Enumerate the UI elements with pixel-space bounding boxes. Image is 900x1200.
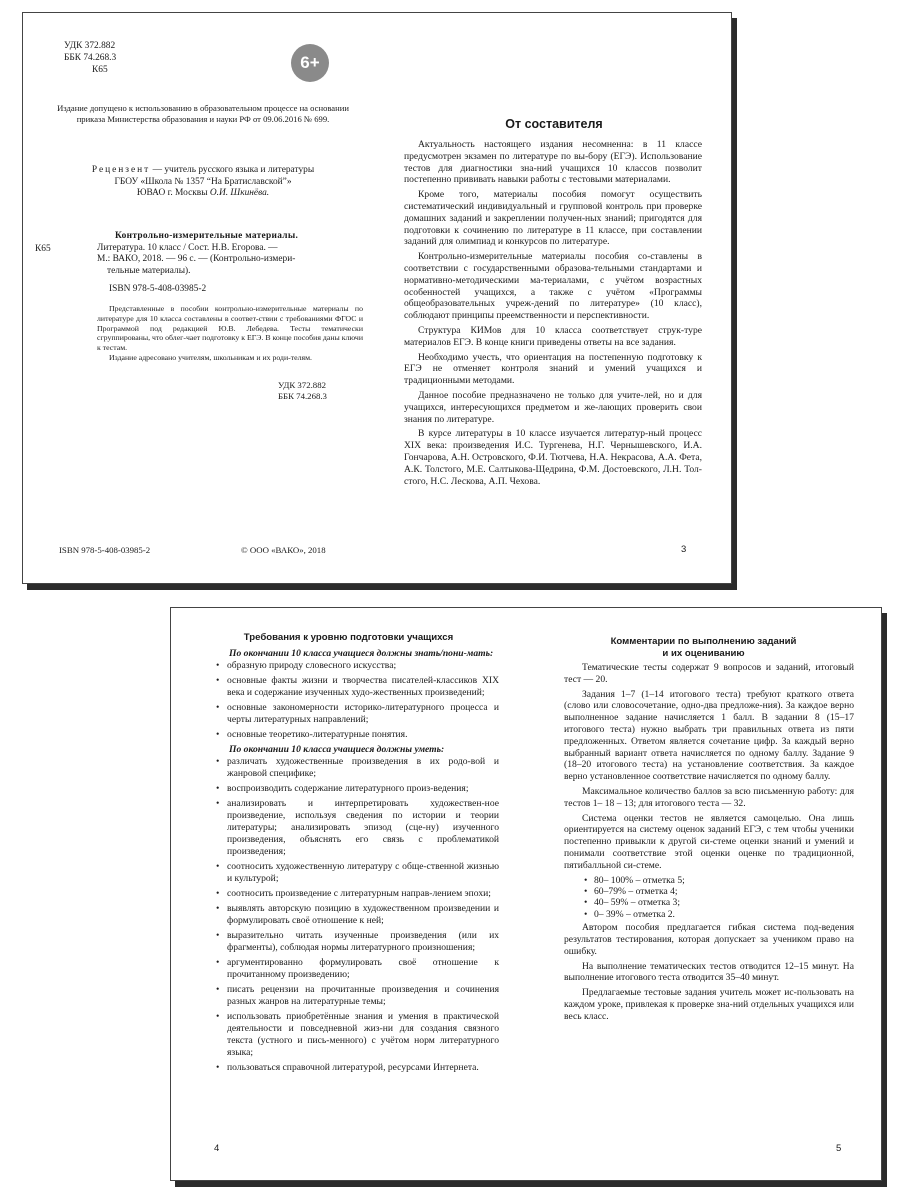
list-item: • образную природу словесного искусства; (211, 660, 499, 672)
grade-scale-list (564, 875, 854, 921)
footer-isbn: ISBN 978-5-408-03985-2 (59, 545, 151, 555)
age-rating-badge: 6+ (291, 44, 329, 82)
paragraph: Данное пособие предназначено не только для учите-лей, но и для учащихся, интересующихся предметом и же-лающих проверить свои знания по литературе. (404, 389, 702, 425)
imprint-page (23, 13, 377, 583)
list-item: • соотносить произведение с литературным направ-лением эпохи; (211, 888, 499, 900)
catalog-record (35, 231, 363, 277)
know-list (211, 660, 499, 741)
list-item: • анализировать и интерпретировать художествен-ное произведение, используя сведения по истории и теории литературы; анализировать эпизод (сце-ну) изученного произведения, объяснять его связь с проблематикой произведения; (211, 798, 499, 858)
top-page-spread (22, 12, 732, 584)
paragraph: Максимальное количество баллов за всю письменную работу: для тестов 1– 18 – 13; для итогового теста — 32. (564, 785, 854, 809)
classification-block (64, 40, 116, 76)
grade-item: • 60–79% – отметка 4; (564, 886, 854, 897)
bbk-code: ББК 74.268.3 (278, 391, 327, 401)
grade-item: • 0– 39% – отметка 2. (564, 909, 854, 920)
list-item: • аргументированно формулировать своё отношение к прочитанному произведению; (211, 957, 499, 981)
requirements-text (211, 648, 499, 1077)
able-list (211, 756, 499, 1074)
classification-repeat (278, 380, 327, 402)
grade-item: • 80– 100% – отметка 5; (564, 875, 854, 886)
page-number: 3 (681, 544, 687, 555)
annotation-audience: Издание адресовано учителям, школьникам и их роди-телям. (109, 352, 312, 362)
author-mark: К65 (92, 65, 108, 75)
approval-notice: Издание допущено к использованию в образовательном процессе на основании приказа Министерства образования и науки РФ от 09.06.2016 № 699. (57, 103, 349, 124)
list-item: • различать художественные произведения в их родо-вой и жанровой специфике; (211, 756, 499, 780)
preface-page (377, 13, 731, 583)
catalog-line: М.: ВАКО, 2018. — 96 с. — (Контрольно-измери- (97, 254, 296, 265)
paragraph: Автором пособия предлагается гибкая система под-ведения результатов тестирования, которая допускает за учеником право на ошибку. (564, 922, 854, 957)
heading-line: Комментарии по выполнению заданий (610, 636, 797, 647)
list-item: • использовать приобретённые знания и умения в практической деятельности и повседневной жиз-ни для создания связного текста (устного и пись-менного) с учётом норм литературного языка; (211, 1011, 499, 1059)
list-item: • основные факты жизни и творчества писателей-классиков XIX века и содержание изученных худо-жественных произведений; (211, 675, 499, 699)
requirements-heading: Требования к уровню подготовки учащихся (243, 632, 454, 643)
list-item: • соотносить художественную литературу с обще-ственной жизнью и культурой; (211, 861, 499, 885)
grade-item: • 40– 59% – отметка 3; (564, 897, 854, 908)
heading-line: и их оцениванию (662, 648, 745, 659)
paragraph: Кроме того, материалы пособия помогут осуществить систематический индивидуальный и групповой контроль при проверке домашних заданий и закреплении получен-ных знаний; пригодятся для подготовки к сочинению по литературе в 11 классе, при составлении заданий для олимпиад и конкурсов по литературе. (404, 189, 702, 248)
reviewer-label: Рецензент (91, 165, 151, 175)
comments-heading (526, 636, 881, 660)
preface-text (404, 139, 702, 490)
paragraph: Контрольно-измерительные материалы пособия со-ставлены в соответствии с государственными образова-тельными стандартами и нормативно-методическими ма-териалами, с учётом возрастных особенностей учащихся, а также с учётом «Программы общеобразовательных учреж-дений по литературе» (10 класс), соблюдают принципы преемственности и перспективности. (404, 251, 702, 322)
udk-code: УДК 372.882 (64, 41, 116, 51)
list-item: • основные закономерности историко-литературного процесса и черты литературных направлений; (211, 702, 499, 726)
list-item: • выразительно читать изученные произведения (или их фрагменты), соблюдая нормы литературного произношения; (211, 930, 499, 954)
comments-page (526, 608, 881, 1180)
paragraph: В курсе литературы в 10 классе изучается литератур-ный процесс XIX века: произведения И.С. Тургенева, Н.Г. Чернышевского, И.А. Гончарова, А.Н. Островского, Ф.И. Тютчева, Н.А. Некрасова, А.А. Фета, А.К. Толстого, М.Е. Салтыкова-Щедрина, Ф.М. Достоевского, Л.Н. Тол-стого, Н.С. Лескова, А.П. Чехова. (404, 428, 702, 487)
reviewer-name: О.И. Шкинёва. (209, 188, 270, 199)
list-item: • пользоваться справочной литературой, ресурсами Интернета. (211, 1062, 499, 1074)
catalog-line: тельные материалы). (107, 265, 191, 276)
reviewer-district: ЮВАО г. Москвы (136, 188, 210, 199)
isbn: ISBN 978-5-408-03985-2 (109, 284, 207, 294)
annotation-text: Представленные в пособии контрольно-измерительные материалы по литературе для 10 класса составлены в соответ-ствии с требованиями ФГОС и Программой под редакцией Ю.В. Лебедева. Тесты тематически сгруппированы, что облег-чает подготовку к ЕГЭ. В конце пособия даны ключи к тестам. (97, 304, 363, 353)
paragraph: На выполнение тематических тестов отводится 12–15 минут. На выполнение итогового теста отводится 35–40 минут. (564, 960, 854, 984)
bbk-code: ББК 74.268.3 (64, 53, 117, 63)
list-item: • воспроизводить содержание литературного произ-ведения; (211, 783, 499, 795)
paragraph: Система оценки тестов не является самоцелью. Она лишь ориентируется на систему оценок заданий ЕГЭ, с тем чтобы ученики постепенно привыкли к другой си-стеме оценки знаний и умений и понимали соответствие этой оценки оценке по традиционной, пятибалльной си-стеме. (564, 812, 854, 871)
comments-text (564, 662, 854, 1026)
paragraph: Задания 1–7 (1–14 итогового теста) требуют краткого ответа (слово или словосочетание, одно-два предложе-ния). За каждое верно выполненное задание начисляется 1 балл. В задании 8 (15–17 итогового теста) нужно выбрать три правильных ответа из пяти предложенных. Ответом является сочетание цифр. За каждый верно выбранный вариант ответа начисляется по одному баллу. Задание 9 (18–20 итогового теста) на установление соответствия. За каждое верно установленное соответствие начисляется по одному баллу. (564, 688, 854, 783)
paragraph: Необходимо учесть, что ориентация на постепенную подготовку к ЕГЭ не отменяет контроля знаний и умений учащихся и традиционными методами. (404, 351, 702, 387)
subhead-know: По окончании 10 класса учащиеся должны знать/пони-мать: (229, 648, 494, 659)
subhead-able: По окончании 10 класса учащиеся должны уметь: (229, 744, 445, 755)
footer-copyright: © ООО «ВАКО», 2018 (241, 545, 326, 555)
catalog-line: Литература. 10 класс / Сост. Н.В. Егорова. — (97, 242, 278, 253)
paragraph: Тематические тесты содержат 9 вопросов и заданий, итоговый тест — 20. (564, 662, 854, 685)
paragraph: Актуальность настоящего издания несомненна: в 11 классе предусмотрен экзамен по литературе по вы-бору (ЕГЭ). Использование тестов для диагностики зна-ний учащихся 10 классов позволит постепенно прививать навыки работы с тестовыми материалами. (404, 139, 702, 186)
catalog-title: Контрольно-измерительные материалы. (115, 231, 299, 241)
catalog-code: К65 (35, 244, 51, 254)
reviewer-school: ГБОУ «Школа № 1357 “На Братиславской”» (114, 176, 292, 187)
list-item: • выявлять авторскую позицию в художественном произведении и формулировать своё отношение к ней; (211, 903, 499, 927)
annotation (97, 304, 363, 363)
list-item: • основные теоретико-литературные понятия. (211, 729, 499, 741)
requirements-page (171, 608, 526, 1180)
udk-code: УДК 372.882 (278, 380, 326, 390)
paragraph: Структура КИМов для 10 класса соответствует струк-туре материалов ЕГЭ. В конце книги приведены ответы на все задания. (404, 324, 702, 348)
page-number: 5 (836, 1143, 842, 1154)
list-item: • писать рецензии на прочитанные произведения и сочинения разных жанров на литературные темы; (211, 984, 499, 1008)
reviewer-block (43, 165, 363, 200)
reviewer-role: — учитель русского языка и литературы (150, 165, 315, 175)
preface-heading: От составителя (505, 117, 603, 131)
page-number: 4 (214, 1143, 220, 1154)
bottom-page-spread (170, 607, 882, 1181)
paragraph: Предлагаемые тестовые задания учитель может ис-пользовать на каждом уроке, привлекая к проверке зна-ний отдельных учащихся или весь класс. (564, 987, 854, 1022)
